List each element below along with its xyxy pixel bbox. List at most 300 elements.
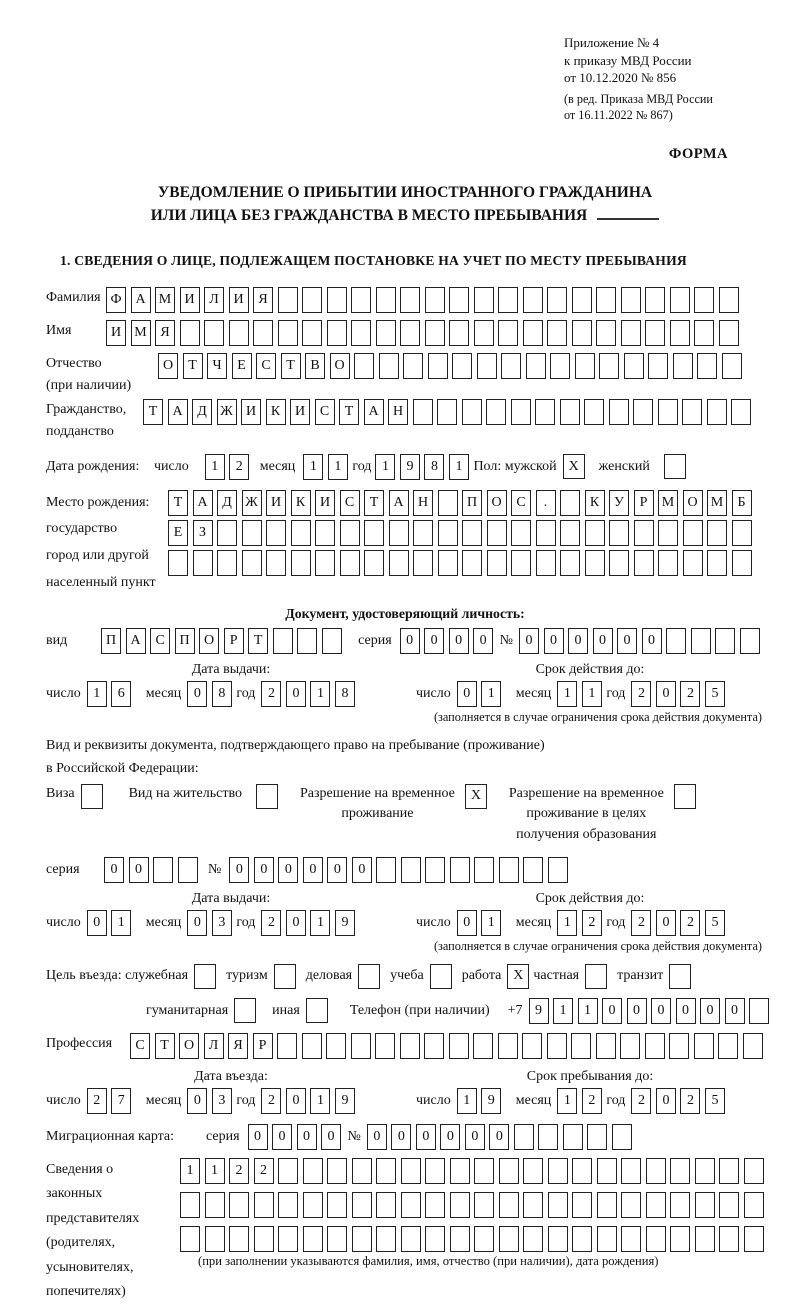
- char-box[interactable]: 2: [631, 910, 651, 936]
- char-box[interactable]: [351, 287, 371, 313]
- char-box[interactable]: [401, 857, 421, 883]
- char-box[interactable]: 0: [416, 1124, 436, 1150]
- char-box[interactable]: [450, 1226, 470, 1252]
- char-box[interactable]: [425, 1158, 445, 1184]
- char-box[interactable]: [449, 287, 469, 313]
- char-box[interactable]: Ф: [106, 287, 126, 313]
- char-box[interactable]: В: [305, 353, 325, 379]
- char-box[interactable]: [585, 550, 605, 576]
- char-box[interactable]: 9: [529, 998, 549, 1024]
- char-box[interactable]: Т: [155, 1033, 175, 1059]
- purpose-transit-checkbox[interactable]: [669, 964, 691, 989]
- char-box[interactable]: [205, 1226, 225, 1252]
- char-box[interactable]: [277, 1033, 297, 1059]
- char-box[interactable]: 0: [593, 628, 613, 654]
- stay-day-input[interactable]: [457, 1088, 506, 1114]
- char-box[interactable]: [560, 399, 580, 425]
- char-box[interactable]: [424, 1033, 444, 1059]
- char-box[interactable]: Н: [413, 490, 433, 516]
- temp-residence-checkbox[interactable]: X: [465, 784, 487, 809]
- char-box[interactable]: [645, 1033, 665, 1059]
- char-box[interactable]: [364, 550, 384, 576]
- char-box[interactable]: [205, 1192, 225, 1218]
- char-box[interactable]: Б: [732, 490, 752, 516]
- char-box[interactable]: [327, 1158, 347, 1184]
- char-box[interactable]: [620, 1033, 640, 1059]
- char-box[interactable]: [719, 287, 739, 313]
- char-box[interactable]: [217, 520, 237, 546]
- char-box[interactable]: [474, 1158, 494, 1184]
- char-box[interactable]: 2: [680, 1088, 700, 1114]
- char-box[interactable]: [438, 520, 458, 546]
- char-box[interactable]: [645, 320, 665, 346]
- char-box[interactable]: 6: [111, 681, 131, 707]
- entry-year-input[interactable]: [261, 1088, 359, 1114]
- char-box[interactable]: [646, 1226, 666, 1252]
- char-box[interactable]: 0: [391, 1124, 411, 1150]
- char-box[interactable]: [596, 1033, 616, 1059]
- char-box[interactable]: [609, 399, 629, 425]
- char-box[interactable]: Р: [224, 628, 244, 654]
- char-box[interactable]: 1: [310, 1088, 330, 1114]
- char-box[interactable]: [522, 1033, 542, 1059]
- char-box[interactable]: 1: [180, 1158, 200, 1184]
- char-box[interactable]: 0: [129, 857, 149, 883]
- char-box[interactable]: А: [389, 490, 409, 516]
- char-box[interactable]: 1: [449, 454, 469, 480]
- char-box[interactable]: 0: [676, 998, 696, 1024]
- char-box[interactable]: [400, 320, 420, 346]
- char-box[interactable]: 0: [327, 857, 347, 883]
- visa-checkbox[interactable]: [81, 784, 103, 809]
- phone-input[interactable]: [529, 998, 774, 1024]
- char-box[interactable]: [180, 1192, 200, 1218]
- char-box[interactable]: [273, 628, 293, 654]
- char-box[interactable]: Р: [634, 490, 654, 516]
- char-box[interactable]: [707, 399, 727, 425]
- char-box[interactable]: [452, 353, 472, 379]
- char-box[interactable]: [437, 399, 457, 425]
- char-box[interactable]: [658, 520, 678, 546]
- char-box[interactable]: [740, 628, 760, 654]
- char-box[interactable]: [621, 1226, 641, 1252]
- char-box[interactable]: [560, 520, 580, 546]
- purpose-private-checkbox[interactable]: [585, 964, 607, 989]
- char-box[interactable]: [168, 550, 188, 576]
- char-box[interactable]: [670, 1158, 690, 1184]
- char-box[interactable]: [326, 1033, 346, 1059]
- char-box[interactable]: [242, 520, 262, 546]
- birth-day-input[interactable]: [205, 454, 254, 480]
- char-box[interactable]: 1: [310, 681, 330, 707]
- char-box[interactable]: [744, 1192, 764, 1218]
- char-box[interactable]: И: [241, 399, 261, 425]
- char-box[interactable]: [749, 998, 769, 1024]
- char-box[interactable]: 0: [400, 628, 420, 654]
- char-box[interactable]: [548, 1192, 568, 1218]
- char-box[interactable]: 1: [481, 910, 501, 936]
- char-box[interactable]: 2: [229, 454, 249, 480]
- char-box[interactable]: [715, 628, 735, 654]
- char-box[interactable]: 0: [286, 681, 306, 707]
- char-box[interactable]: 0: [187, 1088, 207, 1114]
- char-box[interactable]: З: [193, 520, 213, 546]
- char-box[interactable]: [658, 399, 678, 425]
- char-box[interactable]: М: [131, 320, 151, 346]
- char-box[interactable]: Т: [364, 490, 384, 516]
- char-box[interactable]: 0: [104, 857, 124, 883]
- char-box[interactable]: С: [511, 490, 531, 516]
- char-box[interactable]: [303, 1226, 323, 1252]
- char-box[interactable]: Я: [253, 287, 273, 313]
- char-box[interactable]: [609, 520, 629, 546]
- char-box[interactable]: [499, 1158, 519, 1184]
- char-box[interactable]: [572, 287, 592, 313]
- rvp-expiry-month-input[interactable]: [557, 910, 606, 936]
- doc-expiry-month-input[interactable]: [557, 681, 606, 707]
- legal-reps-row3-input[interactable]: [180, 1226, 768, 1252]
- purpose-tourism-checkbox[interactable]: [274, 964, 296, 989]
- char-box[interactable]: О: [158, 353, 178, 379]
- char-box[interactable]: [547, 287, 567, 313]
- char-box[interactable]: [670, 320, 690, 346]
- char-box[interactable]: [621, 287, 641, 313]
- char-box[interactable]: [449, 320, 469, 346]
- char-box[interactable]: [695, 1192, 715, 1218]
- char-box[interactable]: Т: [183, 353, 203, 379]
- entry-month-input[interactable]: [187, 1088, 236, 1114]
- char-box[interactable]: 2: [254, 1158, 274, 1184]
- char-box[interactable]: [744, 1158, 764, 1184]
- char-box[interactable]: [352, 1192, 372, 1218]
- char-box[interactable]: [327, 320, 347, 346]
- char-box[interactable]: 2: [261, 681, 281, 707]
- char-box[interactable]: [572, 1192, 592, 1218]
- char-box[interactable]: 5: [705, 1088, 725, 1114]
- char-box[interactable]: [322, 628, 342, 654]
- char-box[interactable]: [547, 320, 567, 346]
- purpose-humanitarian-checkbox[interactable]: [234, 998, 256, 1023]
- char-box[interactable]: [291, 550, 311, 576]
- char-box[interactable]: [547, 1033, 567, 1059]
- char-box[interactable]: [450, 1158, 470, 1184]
- char-box[interactable]: Т: [248, 628, 268, 654]
- char-box[interactable]: 1: [578, 998, 598, 1024]
- char-box[interactable]: [462, 399, 482, 425]
- char-box[interactable]: 9: [335, 1088, 355, 1114]
- char-box[interactable]: [486, 399, 506, 425]
- char-box[interactable]: [401, 1192, 421, 1218]
- char-box[interactable]: [572, 320, 592, 346]
- char-box[interactable]: 1: [328, 454, 348, 480]
- char-box[interactable]: [621, 320, 641, 346]
- char-box[interactable]: [193, 550, 213, 576]
- char-box[interactable]: [646, 1158, 666, 1184]
- char-box[interactable]: [450, 1192, 470, 1218]
- char-box[interactable]: 1: [481, 681, 501, 707]
- char-box[interactable]: 0: [651, 998, 671, 1024]
- doc-kind-input[interactable]: [101, 628, 346, 654]
- char-box[interactable]: [425, 287, 445, 313]
- char-box[interactable]: 0: [367, 1124, 387, 1150]
- char-box[interactable]: [229, 1192, 249, 1218]
- legal-reps-row1-input[interactable]: [180, 1158, 768, 1184]
- char-box[interactable]: 9: [335, 910, 355, 936]
- char-box[interactable]: [523, 1192, 543, 1218]
- char-box[interactable]: [474, 287, 494, 313]
- birth-place-row1-input[interactable]: [168, 490, 756, 516]
- char-box[interactable]: Ж: [242, 490, 262, 516]
- char-box[interactable]: [669, 1033, 689, 1059]
- char-box[interactable]: Т: [143, 399, 163, 425]
- char-box[interactable]: С: [256, 353, 276, 379]
- char-box[interactable]: О: [487, 490, 507, 516]
- char-box[interactable]: [389, 550, 409, 576]
- char-box[interactable]: 5: [705, 910, 725, 936]
- char-box[interactable]: [401, 1226, 421, 1252]
- char-box[interactable]: 0: [254, 857, 274, 883]
- char-box[interactable]: И: [315, 490, 335, 516]
- char-box[interactable]: [695, 1226, 715, 1252]
- char-box[interactable]: [278, 1158, 298, 1184]
- char-box[interactable]: [400, 1033, 420, 1059]
- char-box[interactable]: 0: [457, 681, 477, 707]
- char-box[interactable]: [560, 490, 580, 516]
- entry-day-input[interactable]: [87, 1088, 136, 1114]
- char-box[interactable]: [302, 287, 322, 313]
- char-box[interactable]: 2: [631, 681, 651, 707]
- char-box[interactable]: Н: [388, 399, 408, 425]
- char-box[interactable]: [596, 287, 616, 313]
- char-box[interactable]: [302, 1033, 322, 1059]
- char-box[interactable]: [499, 1226, 519, 1252]
- char-box[interactable]: [413, 550, 433, 576]
- char-box[interactable]: [634, 550, 654, 576]
- char-box[interactable]: О: [330, 353, 350, 379]
- char-box[interactable]: 1: [553, 998, 573, 1024]
- char-box[interactable]: [743, 1033, 763, 1059]
- char-box[interactable]: 2: [87, 1088, 107, 1114]
- char-box[interactable]: [278, 320, 298, 346]
- char-box[interactable]: [153, 857, 173, 883]
- rvp-expiry-year-input[interactable]: [631, 910, 729, 936]
- char-box[interactable]: 0: [465, 1124, 485, 1150]
- char-box[interactable]: [511, 520, 531, 546]
- char-box[interactable]: П: [462, 490, 482, 516]
- char-box[interactable]: [413, 520, 433, 546]
- char-box[interactable]: 0: [602, 998, 622, 1024]
- char-box[interactable]: 1: [87, 681, 107, 707]
- char-box[interactable]: С: [315, 399, 335, 425]
- char-box[interactable]: [572, 1158, 592, 1184]
- char-box[interactable]: Т: [339, 399, 359, 425]
- char-box[interactable]: [695, 1158, 715, 1184]
- purpose-study-checkbox[interactable]: [430, 964, 452, 989]
- char-box[interactable]: [327, 1192, 347, 1218]
- char-box[interactable]: К: [291, 490, 311, 516]
- char-box[interactable]: [180, 320, 200, 346]
- char-box[interactable]: П: [101, 628, 121, 654]
- char-box[interactable]: [683, 520, 703, 546]
- char-box[interactable]: 0: [440, 1124, 460, 1150]
- char-box[interactable]: 8: [212, 681, 232, 707]
- char-box[interactable]: О: [199, 628, 219, 654]
- char-box[interactable]: [511, 399, 531, 425]
- char-box[interactable]: [719, 1226, 739, 1252]
- char-box[interactable]: 0: [424, 628, 444, 654]
- char-box[interactable]: [438, 550, 458, 576]
- char-box[interactable]: [646, 1192, 666, 1218]
- migration-number-input[interactable]: [367, 1124, 637, 1150]
- char-box[interactable]: [254, 1226, 274, 1252]
- char-box[interactable]: С: [150, 628, 170, 654]
- char-box[interactable]: [498, 1033, 518, 1059]
- char-box[interactable]: Д: [217, 490, 237, 516]
- char-box[interactable]: [376, 287, 396, 313]
- char-box[interactable]: 3: [212, 910, 232, 936]
- char-box[interactable]: [327, 287, 347, 313]
- char-box[interactable]: [376, 1158, 396, 1184]
- char-box[interactable]: [376, 1192, 396, 1218]
- char-box[interactable]: [364, 520, 384, 546]
- char-box[interactable]: И: [180, 287, 200, 313]
- char-box[interactable]: [266, 520, 286, 546]
- char-box[interactable]: [523, 1158, 543, 1184]
- char-box[interactable]: А: [168, 399, 188, 425]
- char-box[interactable]: 7: [111, 1088, 131, 1114]
- char-box[interactable]: [450, 857, 470, 883]
- char-box[interactable]: А: [364, 399, 384, 425]
- char-box[interactable]: 2: [680, 681, 700, 707]
- birth-place-row2-input[interactable]: [168, 520, 756, 546]
- char-box[interactable]: 0: [544, 628, 564, 654]
- char-box[interactable]: 5: [705, 681, 725, 707]
- char-box[interactable]: [599, 353, 619, 379]
- char-box[interactable]: [315, 550, 335, 576]
- char-box[interactable]: [401, 1158, 421, 1184]
- char-box[interactable]: [634, 520, 654, 546]
- char-box[interactable]: 2: [631, 1088, 651, 1114]
- char-box[interactable]: Т: [281, 353, 301, 379]
- char-box[interactable]: 0: [286, 910, 306, 936]
- char-box[interactable]: [536, 550, 556, 576]
- char-box[interactable]: 0: [248, 1124, 268, 1150]
- char-box[interactable]: М: [155, 287, 175, 313]
- char-box[interactable]: О: [179, 1033, 199, 1059]
- char-box[interactable]: [670, 1192, 690, 1218]
- char-box[interactable]: [254, 1192, 274, 1218]
- char-box[interactable]: Л: [204, 1033, 224, 1059]
- char-box[interactable]: [242, 550, 262, 576]
- char-box[interactable]: [645, 287, 665, 313]
- char-box[interactable]: [722, 353, 742, 379]
- char-box[interactable]: 1: [582, 681, 602, 707]
- char-box[interactable]: [732, 550, 752, 576]
- char-box[interactable]: [744, 1226, 764, 1252]
- char-box[interactable]: [352, 1158, 372, 1184]
- char-box[interactable]: .: [536, 490, 556, 516]
- char-box[interactable]: 0: [303, 857, 323, 883]
- char-box[interactable]: П: [175, 628, 195, 654]
- char-box[interactable]: Ч: [207, 353, 227, 379]
- doc-expiry-day-input[interactable]: [457, 681, 506, 707]
- char-box[interactable]: [658, 550, 678, 576]
- char-box[interactable]: 1: [457, 1088, 477, 1114]
- char-box[interactable]: [683, 550, 703, 576]
- char-box[interactable]: [376, 1226, 396, 1252]
- birth-year-input[interactable]: [375, 454, 473, 480]
- char-box[interactable]: [315, 520, 335, 546]
- char-box[interactable]: [697, 353, 717, 379]
- char-box[interactable]: 0: [627, 998, 647, 1024]
- char-box[interactable]: [548, 1226, 568, 1252]
- char-box[interactable]: К: [585, 490, 605, 516]
- char-box[interactable]: [376, 857, 396, 883]
- doc-series-input[interactable]: [400, 628, 498, 654]
- char-box[interactable]: [297, 628, 317, 654]
- char-box[interactable]: [266, 550, 286, 576]
- char-box[interactable]: Р: [253, 1033, 273, 1059]
- char-box[interactable]: 1: [557, 1088, 577, 1114]
- char-box[interactable]: 1: [303, 454, 323, 480]
- char-box[interactable]: [498, 287, 518, 313]
- char-box[interactable]: [511, 550, 531, 576]
- char-box[interactable]: [587, 1124, 607, 1150]
- char-box[interactable]: 1: [557, 910, 577, 936]
- given-name-input[interactable]: [106, 320, 743, 346]
- char-box[interactable]: [691, 628, 711, 654]
- char-box[interactable]: К: [266, 399, 286, 425]
- char-box[interactable]: [597, 1192, 617, 1218]
- char-box[interactable]: [204, 320, 224, 346]
- gender-female-checkbox[interactable]: [664, 454, 686, 479]
- char-box[interactable]: [648, 353, 668, 379]
- char-box[interactable]: 1: [111, 910, 131, 936]
- char-box[interactable]: 1: [375, 454, 395, 480]
- char-box[interactable]: [474, 1192, 494, 1218]
- char-box[interactable]: [352, 1226, 372, 1252]
- char-box[interactable]: [487, 550, 507, 576]
- doc-issue-year-input[interactable]: [261, 681, 359, 707]
- char-box[interactable]: [449, 1033, 469, 1059]
- char-box[interactable]: [302, 320, 322, 346]
- char-box[interactable]: 1: [557, 681, 577, 707]
- char-box[interactable]: 9: [481, 1088, 501, 1114]
- doc-issue-day-input[interactable]: [87, 681, 136, 707]
- char-box[interactable]: [719, 1158, 739, 1184]
- char-box[interactable]: [548, 1158, 568, 1184]
- purpose-business-checkbox[interactable]: [358, 964, 380, 989]
- char-box[interactable]: [523, 320, 543, 346]
- char-box[interactable]: [303, 1192, 323, 1218]
- char-box[interactable]: [585, 520, 605, 546]
- char-box[interactable]: [499, 1192, 519, 1218]
- char-box[interactable]: [354, 353, 374, 379]
- char-box[interactable]: [514, 1124, 534, 1150]
- purpose-work-checkbox[interactable]: X: [507, 964, 529, 989]
- char-box[interactable]: 2: [261, 910, 281, 936]
- char-box[interactable]: 8: [335, 681, 355, 707]
- char-box[interactable]: С: [340, 490, 360, 516]
- char-box[interactable]: [229, 1226, 249, 1252]
- rvp-issue-month-input[interactable]: [187, 910, 236, 936]
- char-box[interactable]: 2: [582, 910, 602, 936]
- char-box[interactable]: [413, 399, 433, 425]
- char-box[interactable]: [291, 520, 311, 546]
- char-box[interactable]: [180, 1226, 200, 1252]
- char-box[interactable]: [584, 399, 604, 425]
- char-box[interactable]: [571, 1033, 591, 1059]
